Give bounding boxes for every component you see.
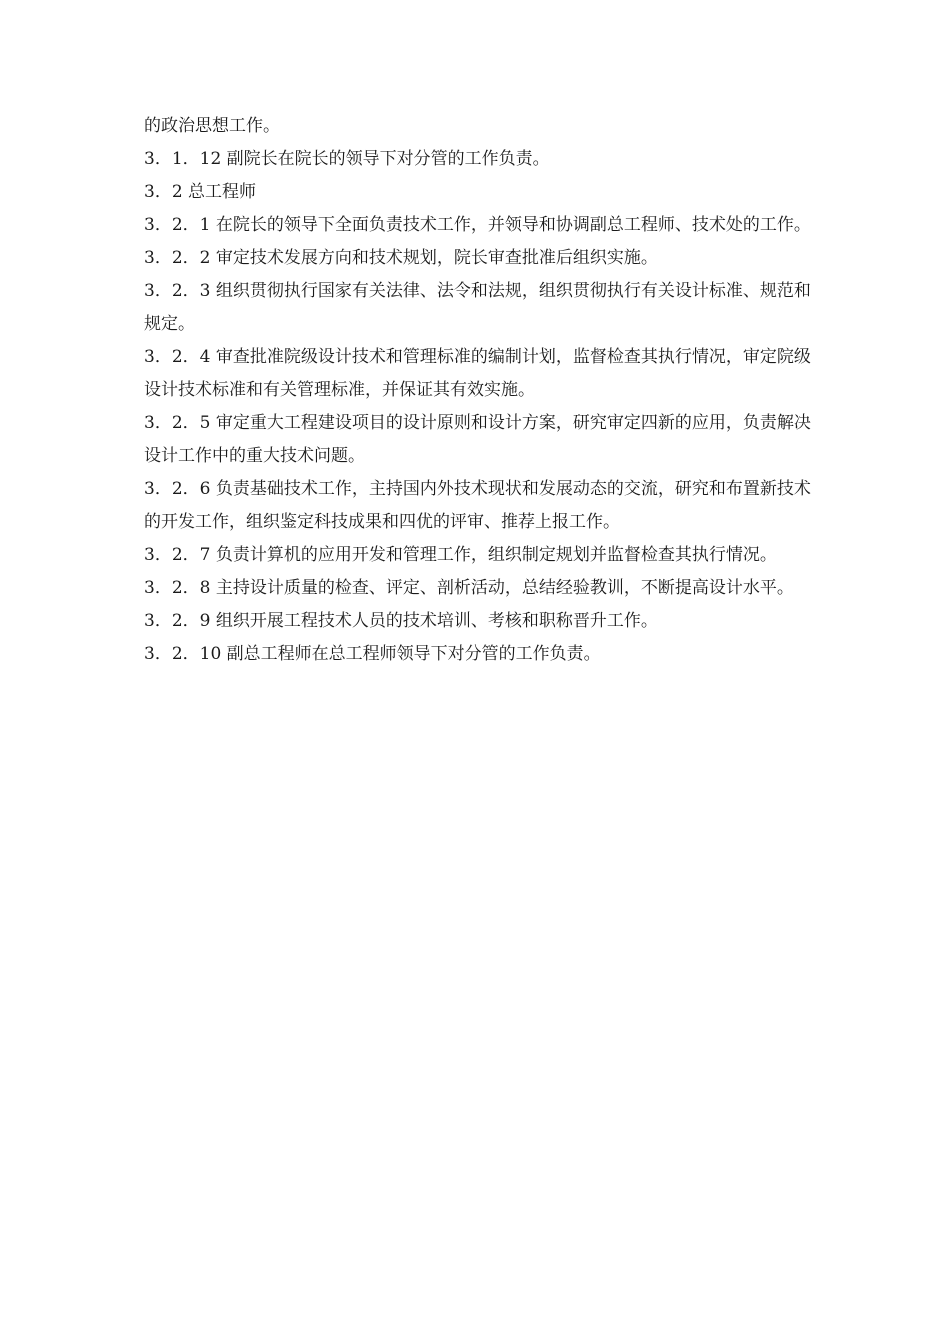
section-heading: 3．2 总工程师 <box>144 182 257 202</box>
paragraph: 的政治思想工作。 <box>144 116 280 136</box>
paragraph: 3．2．9 组织开展工程技术人员的技术培训、考核和职称晋升工作。 <box>144 611 658 631</box>
paragraph: 3．2．7 负责计算机的应用开发和管理工作，组织制定规划并监督检查其执行情况。 <box>144 545 777 565</box>
paragraph: 3．2．2 审定技术发展方向和技术规划，院长审查批准后组织实施。 <box>144 248 658 268</box>
paragraph: 3．2．8 主持设计质量的检查、评定、剖析活动，总结经验教训，不断提高设计水平。 <box>144 578 794 598</box>
paragraph: 3．2．1 在院长的领导下全面负责技术工作，并领导和协调副总工程师、技术处的工作。 <box>144 215 811 235</box>
paragraph: 3．2．3 组织贯彻执行国家有关法律、法令和法规，组织贯彻执行有关设计标准、规范和规定。 <box>144 281 811 334</box>
paragraph: 3．2．4 审查批准院级设计技术和管理标准的编制计划，监督检查其执行情况，审定院级设计技术标准和有关管理标准，并保证其有效实施。 <box>144 347 811 400</box>
paragraph: 3．2．10 副总工程师在总工程师领导下对分管的工作负责。 <box>144 644 601 664</box>
document-body <box>144 110 814 671</box>
paragraph: 3．1．12 副院长在院长的领导下对分管的工作负责。 <box>144 149 550 169</box>
paragraph: 3．2．5 审定重大工程建设项目的设计原则和设计方案，研究审定四新的应用，负责解决设计工作中的重大技术问题。 <box>144 413 811 466</box>
paragraph: 3．2．6 负责基础技术工作，主持国内外技术现状和发展动态的交流，研究和布置新技术的开发工作，组织鉴定科技成果和四优的评审、推荐上报工作。 <box>144 479 811 532</box>
